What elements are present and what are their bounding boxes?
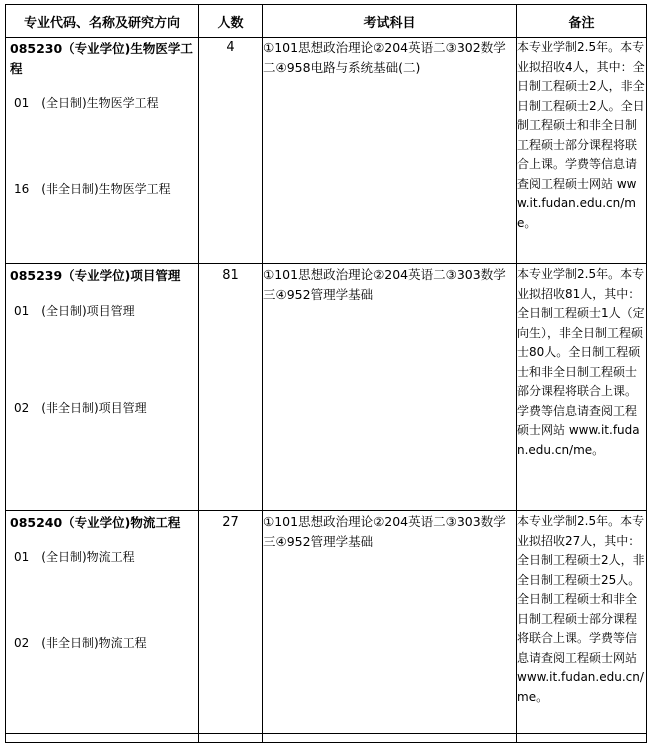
- direction-item: 01 (全日制)生物医学工程: [14, 96, 159, 110]
- remark-text: 本专业学制2.5年。本专业拟招收4人，其中：全日制工程硕士2人，非全日制工程硕士2人。全日制工程硕士和非全日制工程硕士部分课程将联合上课。学费等信息请查阅工程硕士网站 www.it.fudan.edu.cn/me。: [517, 38, 647, 264]
- major-name: 085239（专业学位)项目管理: [10, 268, 181, 283]
- header-subjects: 考试科目: [263, 5, 517, 38]
- major-name: 085240（专业学位)物流工程: [10, 515, 181, 530]
- direction-item: 02 (非全日制)物流工程: [14, 636, 147, 650]
- table-row: [6, 511, 647, 734]
- exam-subjects: ①101思想政治理论②204英语二③303数学三④952管理学基础: [263, 511, 517, 734]
- major-cell: [6, 264, 199, 511]
- header-count: 人数: [199, 5, 263, 38]
- major-cell: [6, 38, 199, 264]
- header-remark: 备注: [517, 5, 647, 38]
- direction-item: 02 (非全日制)项目管理: [14, 401, 147, 415]
- table-tail-row: [6, 734, 647, 743]
- major-cell: [6, 511, 199, 734]
- direction-item: 01 (全日制)项目管理: [14, 304, 135, 318]
- major-name: 085230（专业学位)生物医学工程: [10, 41, 193, 76]
- table-row: [6, 38, 647, 264]
- enrollment-count: 27: [199, 511, 263, 734]
- enrollment-count: 81: [199, 264, 263, 511]
- header-major: 专业代码、名称及研究方向: [6, 5, 199, 38]
- remark-text: 本专业学制2.5年。本专业拟招收81人，其中：全日制工程硕士1人（定向生），非全日制工程硕士80人。全日制工程硕士和非全日制工程硕士部分课程将联合上课。学费等信息请查阅工程硕士网站 www.it.fudan.edu.cn/me。: [517, 264, 647, 511]
- remark-text: 本专业学制2.5年。本专业拟招收27人，其中：全日制工程硕士2人，非全日制工程硕士25人。全日制工程硕士和非全日制工程硕士部分课程将联合上课。学费等信息请查阅工程硕士网站 www.it.fudan.edu.cn/me。: [517, 511, 647, 734]
- table-header-row: [6, 5, 647, 38]
- exam-subjects: ①101思想政治理论②204英语二③303数学三④952管理学基础: [263, 264, 517, 511]
- table-row: [6, 264, 647, 511]
- enrollment-count: 4: [199, 38, 263, 264]
- exam-subjects: ①101思想政治理论②204英语二③302数学二④958电路与系统基础(二): [263, 38, 517, 264]
- direction-item: 16 (非全日制)生物医学工程: [14, 182, 171, 196]
- admissions-table: [5, 4, 647, 743]
- direction-item: 01 (全日制)物流工程: [14, 550, 135, 564]
